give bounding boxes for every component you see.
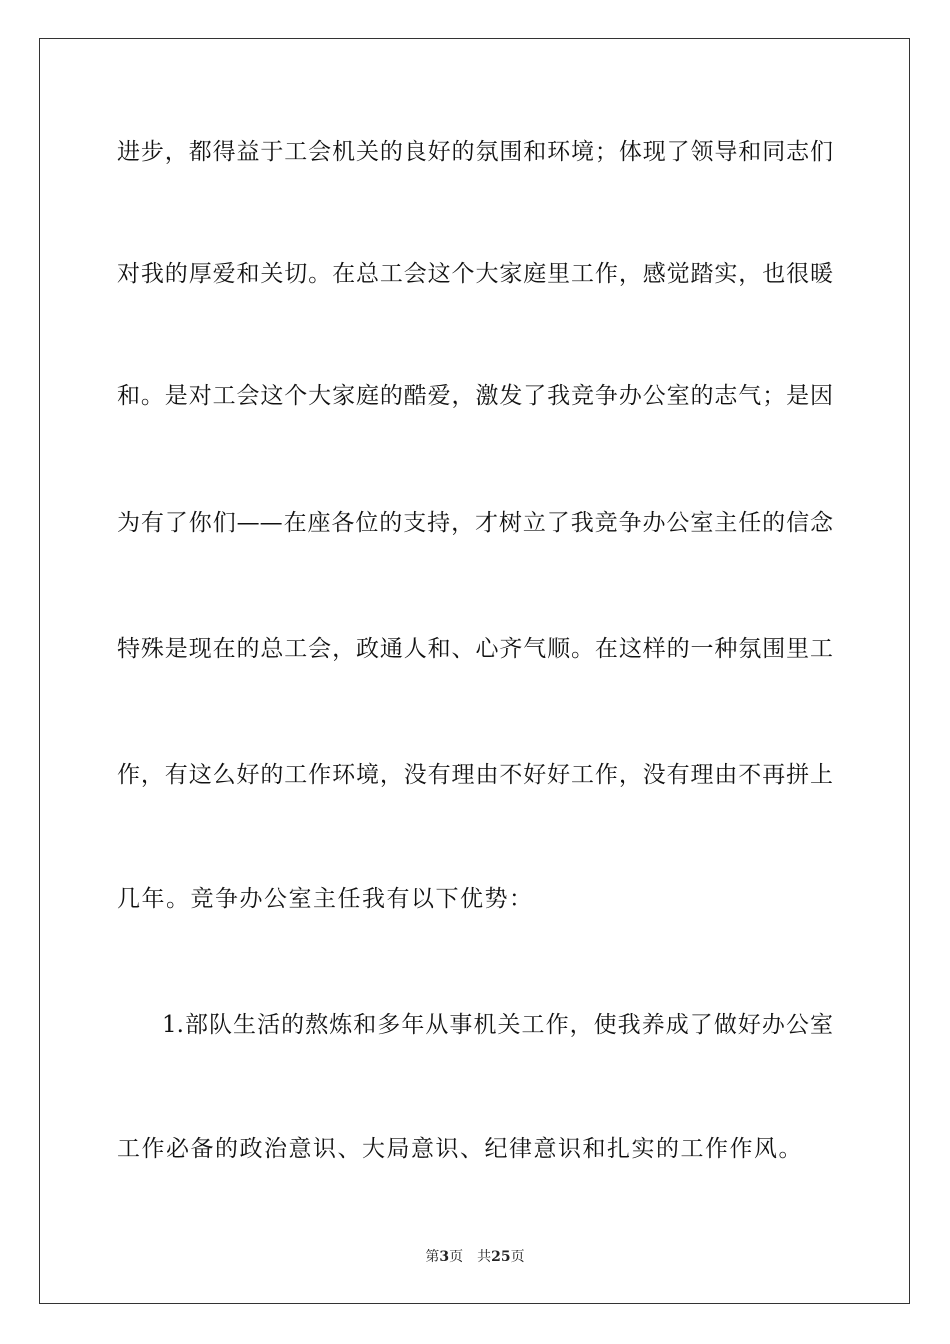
page-footer: [0, 1248, 950, 1266]
page-border: [39, 38, 910, 1304]
total-pages: 25: [491, 1249, 511, 1265]
total-prefix: 共: [477, 1249, 492, 1265]
page-prefix: 第: [425, 1249, 440, 1265]
list-item-line: 工作必备的政治意识、大局意识、纪律意识和扎实的工作作风。: [117, 1136, 803, 1162]
total-suffix: 页: [510, 1249, 525, 1265]
paragraph-line: 作，有这么好的工作环境，没有理由不好好工作，没有理由不再拼上: [117, 762, 833, 788]
paragraph-line: 为有了你们——在座各位的支持，才树立了我竞争办公室主任的信念: [117, 510, 833, 536]
list-item-line: 1.部队生活的熬炼和多年从事机关工作，使我养成了做好办公室: [162, 1012, 833, 1038]
page-number: 3: [439, 1249, 450, 1265]
paragraph-line: 对我的厚爱和关切。在总工会这个大家庭里工作，感觉踏实，也很暖: [117, 261, 833, 287]
paragraph-line: 特殊是现在的总工会，政通人和、心齐气顺。在这样的一种氛围里工: [117, 636, 833, 662]
paragraph-line: 和。是对工会这个大家庭的酷爱，激发了我竞争办公室的志气；是因: [117, 383, 833, 409]
paragraph-line: 几年。竞争办公室主任我有以下优势：: [117, 886, 534, 912]
page-suffix: 页: [449, 1249, 464, 1265]
paragraph-line: 进步，都得益于工会机关的良好的氛围和环境；体现了领导和同志们: [117, 139, 833, 165]
